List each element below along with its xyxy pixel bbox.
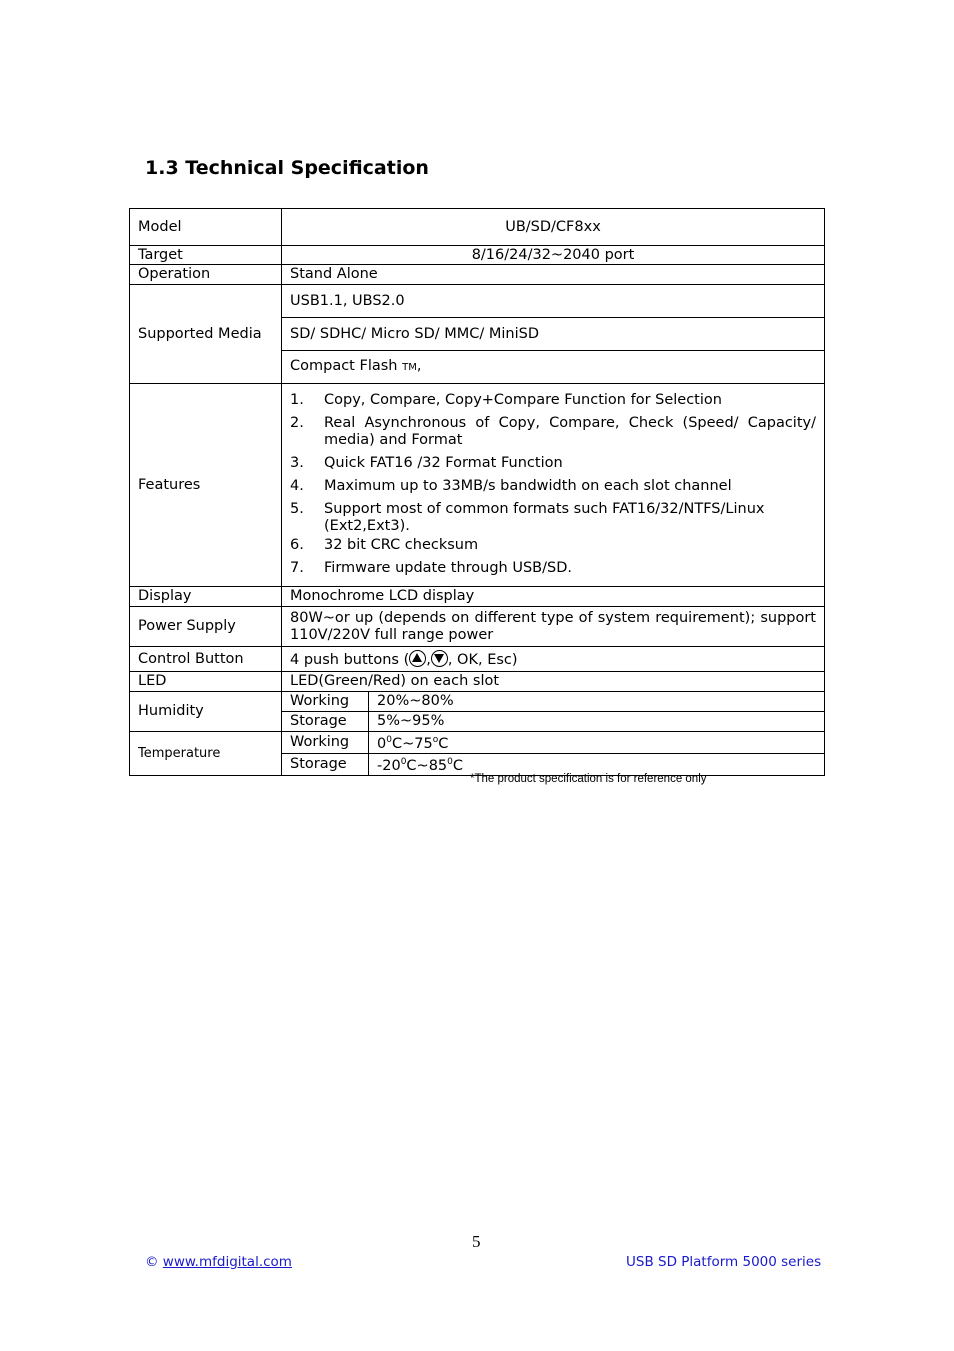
display-value: Monochrome LCD display [282, 587, 825, 607]
display-label: Display [130, 587, 282, 607]
temp-sup: 0 [400, 756, 407, 767]
copyright-icon: © [145, 1254, 159, 1270]
temperature-working-value [369, 732, 825, 754]
control-value [282, 647, 825, 672]
footer-copyright [145, 1254, 292, 1270]
temp-sup: o [432, 735, 439, 745]
spec-table [129, 208, 825, 776]
temp-part: C~85 [406, 757, 448, 774]
temperature-label: Temperature [130, 732, 282, 776]
target-label: Target [130, 246, 282, 265]
feature-number: 3. [290, 455, 304, 471]
feature-text: Real Asynchronous of Copy, Compare, Check (Speed/ Capacity/ media) and Format [324, 415, 816, 448]
features-list-cell [282, 384, 825, 587]
control-separator: , [426, 651, 431, 668]
temperature-working-label: Working [282, 732, 369, 754]
temp-sup: 0 [386, 735, 392, 745]
temp-sup: 0 [447, 756, 453, 767]
humidity-working-value: 20%~80% [369, 692, 825, 712]
footer-series: USB SD Platform 5000 series [626, 1254, 822, 1270]
row-display [130, 587, 825, 607]
feature-text: Maximum up to 33MB/s bandwidth on each slot channel [324, 478, 732, 494]
humidity-label: Humidity [130, 692, 282, 732]
features-list [290, 390, 816, 580]
row-power [130, 607, 825, 647]
model-value: UB/SD/CF8xx [282, 209, 825, 246]
power-label: Power Supply [130, 607, 282, 647]
row-model [130, 209, 825, 246]
feature-text: Support most of common formats such FAT16/32/NTFS/Linux (Ext2,Ext3). [324, 501, 765, 534]
temp-part: C [438, 735, 449, 752]
control-prefix: 4 push buttons ( [290, 651, 410, 668]
media-item: USB1.1, UBS2.0 [282, 285, 825, 318]
feature-item [290, 415, 816, 449]
row-temperature-working [130, 732, 825, 754]
feature-number: 4. [290, 478, 304, 494]
reference-note: *The product specification is for reference only [470, 773, 707, 785]
up-arrow-button-icon [409, 650, 426, 667]
features-label: Features [130, 384, 282, 587]
temp-part: C [452, 757, 464, 774]
feature-item [290, 537, 816, 554]
row-features [130, 384, 825, 587]
media-item: SD/ SDHC/ Micro SD/ MMC/ MiniSD [282, 318, 825, 351]
temp-part: -20 [377, 757, 401, 774]
control-label: Control Button [130, 647, 282, 672]
model-label: Model [130, 209, 282, 246]
power-value: 80W~or up (depends on different type of system requirement); support 110V/220V full range power [282, 607, 825, 647]
temp-part: 0 [377, 735, 387, 752]
trademark-mark: TM [402, 362, 417, 373]
website-link[interactable]: www.mfdigital.com [162, 1254, 292, 1270]
led-label: LED [130, 672, 282, 692]
row-media-1 [130, 285, 825, 318]
row-control [130, 647, 825, 672]
feature-text: Quick FAT16 /32 Format Function [324, 455, 563, 471]
operation-label: Operation [130, 265, 282, 285]
row-humidity-working [130, 692, 825, 712]
control-suffix: , OK, Esc) [447, 651, 518, 668]
feature-number: 5. [290, 501, 304, 517]
feature-number: 7. [290, 560, 304, 576]
row-target [130, 246, 825, 265]
down-arrow-button-icon [431, 650, 448, 667]
feature-number: 6. [290, 537, 304, 553]
feature-item [290, 478, 816, 495]
operation-value: Stand Alone [282, 265, 825, 285]
row-operation [130, 265, 825, 285]
feature-text: 32 bit CRC checksum [324, 537, 479, 553]
feature-item [290, 392, 816, 409]
humidity-working-label: Working [282, 692, 369, 712]
media-item-text: Compact Flash [290, 358, 398, 374]
temperature-storage-value [369, 753, 825, 775]
temperature-storage-label: Storage [282, 753, 369, 775]
media-item-compact-flash [282, 351, 825, 384]
media-item-suffix: , [416, 358, 422, 374]
feature-item [290, 560, 816, 577]
feature-text: Firmware update through USB/SD. [324, 560, 572, 576]
humidity-storage-label: Storage [282, 712, 369, 732]
feature-item [290, 455, 816, 472]
feature-number: 2. [290, 415, 304, 431]
feature-item [290, 501, 816, 535]
row-led [130, 672, 825, 692]
media-label: Supported Media [130, 285, 282, 384]
temp-part: C~75 [391, 735, 433, 752]
feature-number: 1. [290, 392, 304, 408]
section-heading: 1.3 Technical Specification [145, 157, 429, 179]
led-value: LED(Green/Red) on each slot [282, 672, 825, 692]
page-number: 5 [472, 1232, 481, 1251]
humidity-storage-value: 5%~95% [369, 712, 825, 732]
feature-text: Copy, Compare, Copy+Compare Function for Selection [324, 392, 722, 408]
target-value: 8/16/24/32~2040 port [282, 246, 825, 265]
